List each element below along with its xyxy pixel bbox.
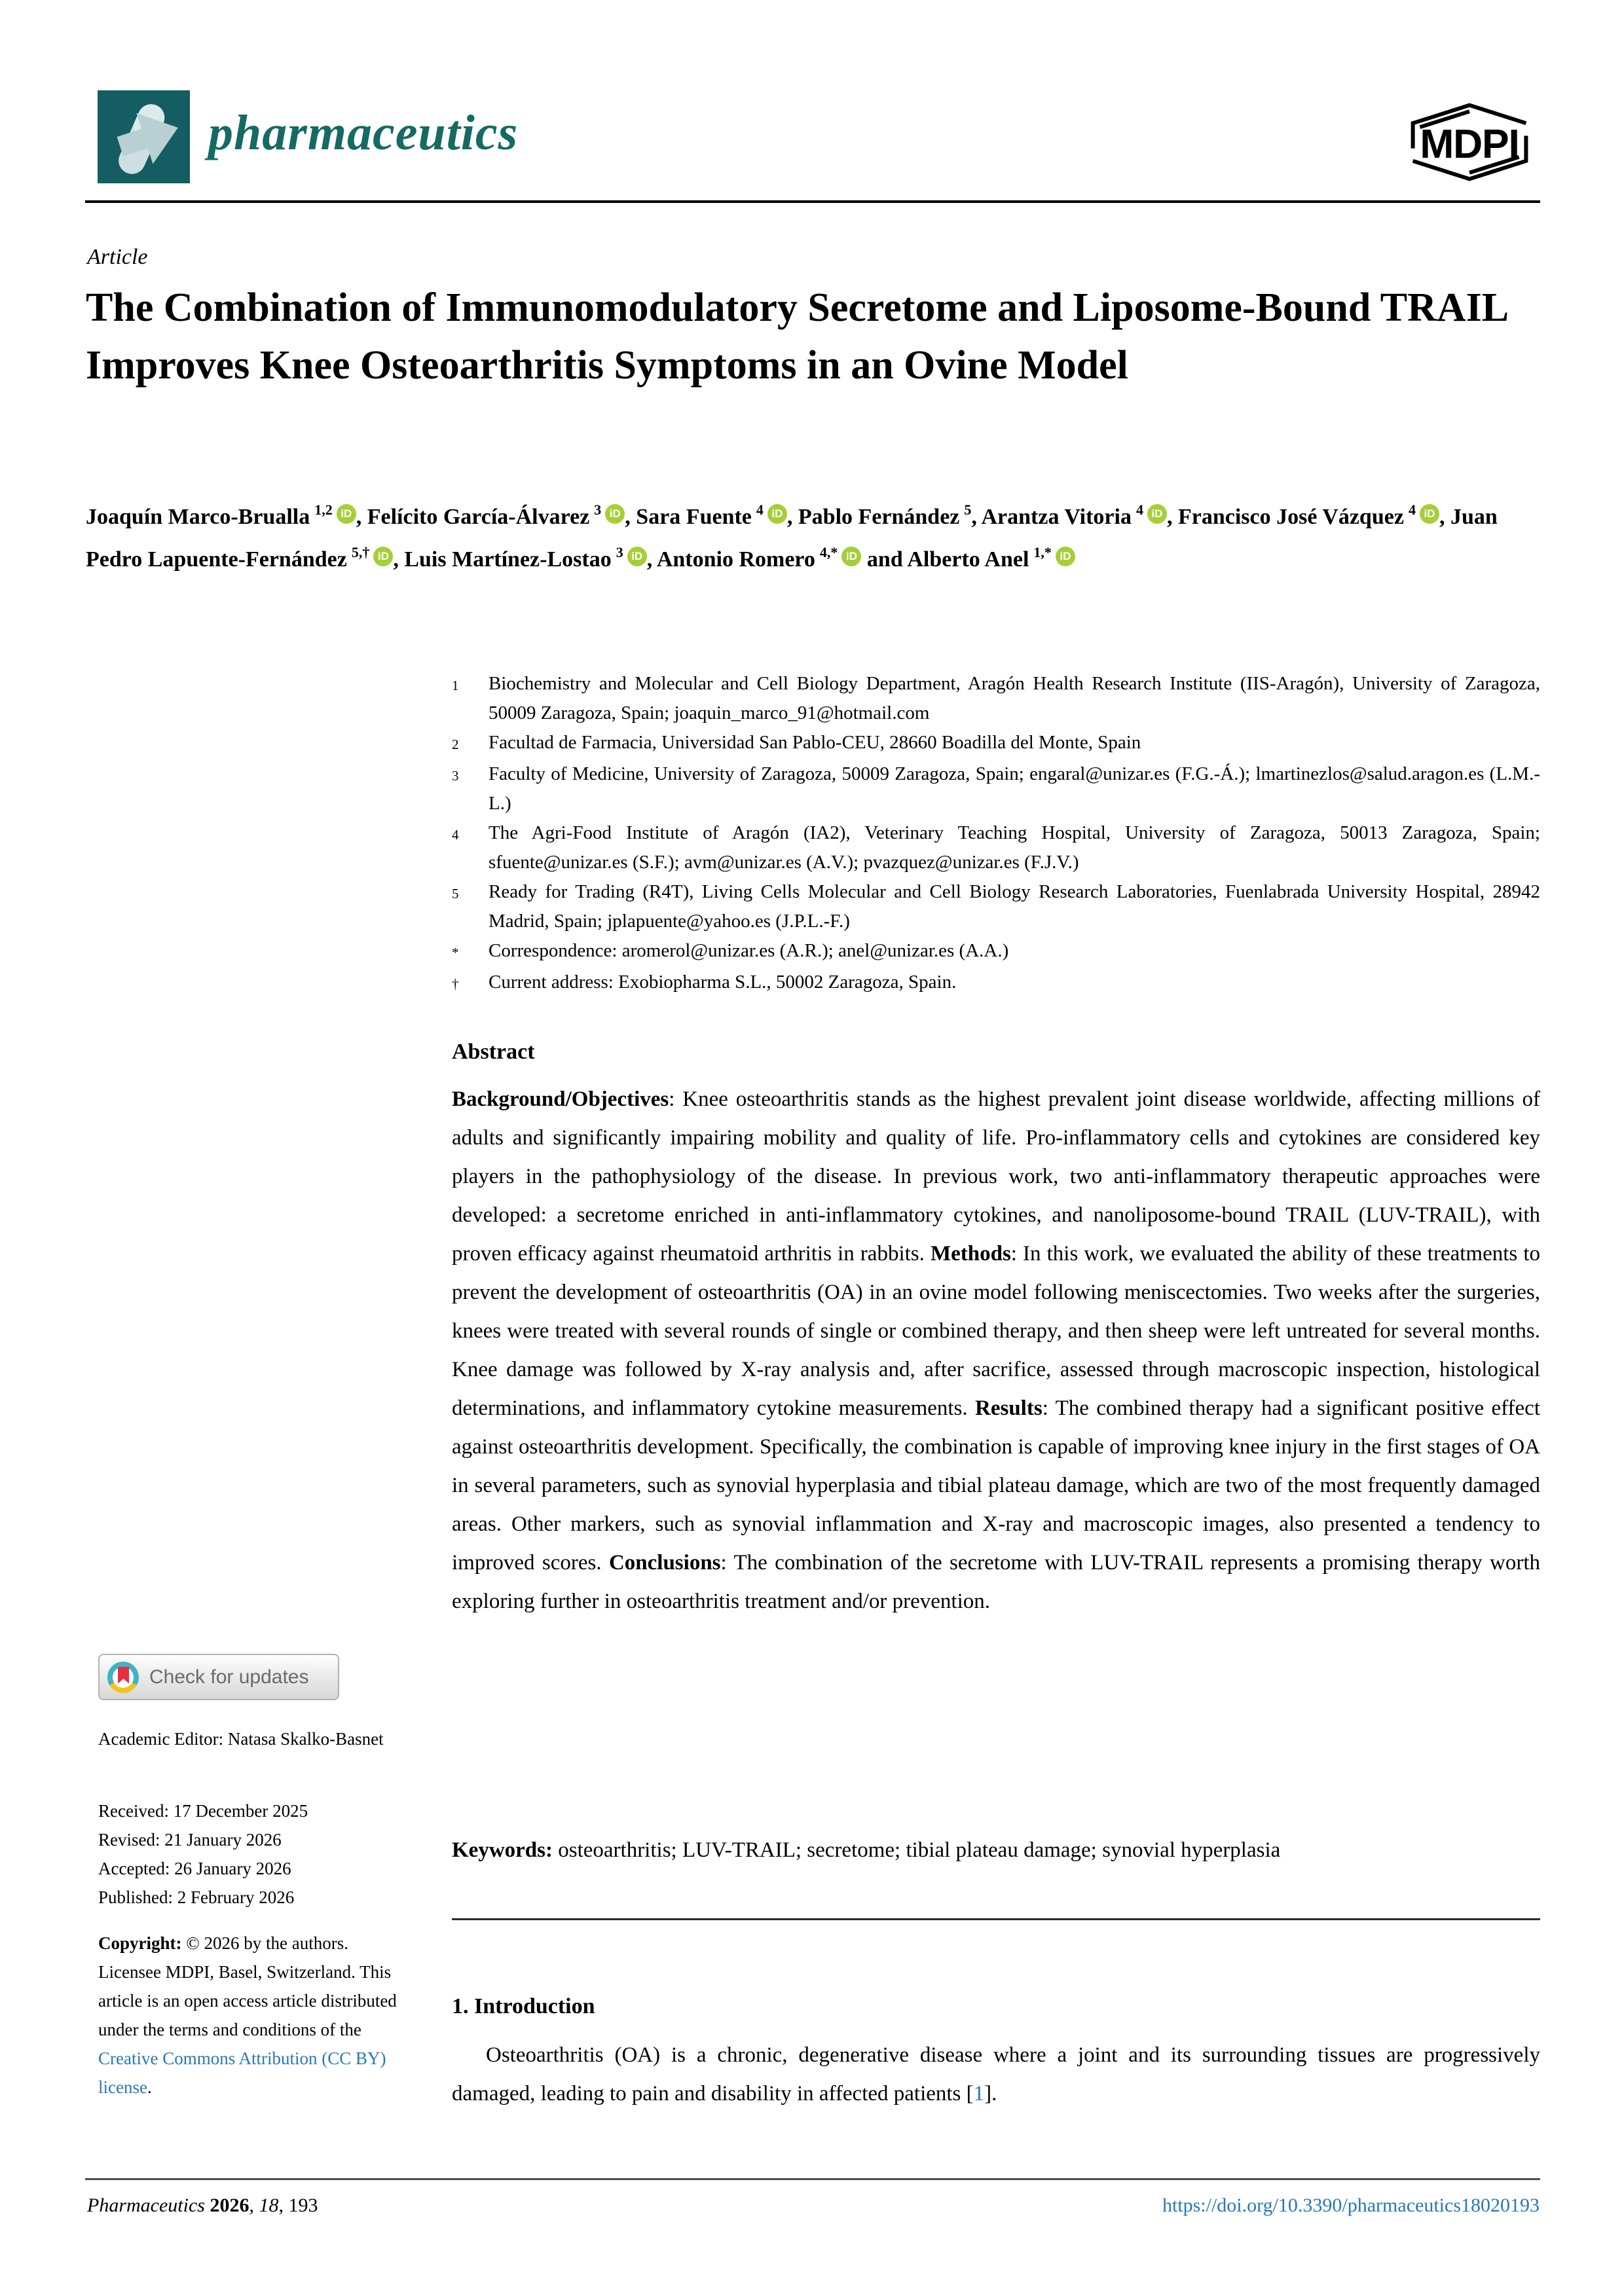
affiliation-marker: 3 <box>452 768 459 784</box>
author: Sara Fuente $^4$ iD , <box>636 501 798 529</box>
article-type-label: Article <box>87 245 148 269</box>
affiliation-marker: 5 <box>452 886 459 902</box>
orcid-icon[interactable]: iD <box>337 504 356 524</box>
mdpi-logo <box>1407 102 1532 182</box>
correspondence-item: * Correspondence: aromerol@unizar.es (A.R.); anel@unizar.es (A.A.) <box>452 936 1540 968</box>
affiliation-marker: 2 <box>452 737 459 752</box>
author: Francisco José Vázquez $^4$ iD , <box>1177 501 1450 529</box>
academic-editor: Academic Editor: Natasa Skalko-Basnet <box>98 1729 384 1749</box>
pill-arrow-icon <box>98 90 190 183</box>
header-divider <box>85 200 1540 203</box>
abstract-heading: Abstract <box>452 1040 535 1064</box>
accepted-date: Accepted: 26 January 2026 <box>98 1859 291 1878</box>
section-divider <box>452 1918 1540 1920</box>
affiliation-marker: 1 <box>452 678 459 693</box>
author: Juan Pedro Lapuente-Fernández $^{5,\dagger}$ iD , <box>86 505 1498 572</box>
author: Felícito García-Álvarez $^3$ iD , <box>367 501 637 529</box>
affiliation-item: 1 Biochemistry and Molecular and Cell Biology Department, Aragón Health Research Institute (IIS-Aragón), University of Zaragoza, 50009 Zaragoza, Spain; joaquin_marco_91@hotmail.com <box>452 669 1540 728</box>
check-for-updates-label: Check for updates <box>149 1666 309 1688</box>
published-date: Published: 2 February 2026 <box>98 1887 295 1907</box>
affiliation-marker: † <box>452 976 459 992</box>
article-history <box>98 1796 413 1912</box>
author: Antonio Romero $^{4,*}$ iD <box>657 547 867 572</box>
affiliation-list <box>452 669 1540 999</box>
section-heading-introduction: 1. Introduction <box>452 1994 595 2018</box>
footer-doi-link[interactable]: https://doi.org/10.3390/pharmaceutics18020193 <box>1162 2195 1540 2216</box>
copyright-notice: Copyright: © 2026 by the authors. Licensee MDPI, Basel, Switzerland. This article is an open access article distributed under the terms and conditions of the Creative Commons Attribution (CC BY) license. <box>98 1933 397 2097</box>
check-for-updates-button[interactable] <box>98 1654 339 1700</box>
orcid-icon[interactable]: iD <box>841 547 861 566</box>
abstract-text: Background/Objectives: Knee osteoarthritis stands as the highest prevalent joint disease worldwide, affecting millions of adults and significantly impairing mobility and quality of life. Pro-inflammatory cells and cytokines are considered key players in the pathophysiology of the disease. In previous work, two anti-inflammatory therapeutic approaches were developed: a secretome enriched in anti-inflammatory cytokines, and nanoliposome-bound TRAIL (LUV-TRAIL), with proven efficacy against rheumatoid arthritis in rabbits. Methods: In this work, we evaluated the ability of these treatments to prevent the development of osteoarthritis (OA) in an ovine model following meniscectomies. Two weeks after the surgeries, knees were treated with several rounds of single or combined therapy, and then sheep were left untreated for several months. Knee damage was followed by X-ray analysis and, after sacrifice, assessed through macroscopic inspection, histological determinations, and inflammatory cytokine measurements. Results: The combined therapy had a significant positive effect against osteoarthritis development. Specifically, the combination is capable of improving knee injury in the first stages of OA in several parameters, such as synovial hyperplasia and tibial plateau damage, which are two of the most frequently damaged areas. Other markers, such as synovial inflammation and X-ray and macroscopic images, also presented a tendency to improved scores. Conclusions: The combination of the secretome with LUV-TRAIL represents a promising therapy worth exploring further in osteoarthritis treatment and/or prevention. <box>452 1087 1540 1613</box>
author: Luis Martínez-Lostao $^3$ iD , <box>404 544 657 572</box>
keywords: Keywords: osteoarthritis; LUV-TRAIL; secretome; tibial plateau damage; synovial hyperplasia <box>452 1838 1281 1862</box>
orcid-icon[interactable]: iD <box>605 504 625 524</box>
affiliation-item: 4 The Agri-Food Institute of Aragón (IA2), Veterinary Teaching Hospital, University of Zaragoza, 50013 Zaragoza, Spain; sfuente@unizar.es (S.F.); avm@unizar.es (A.V.); pvazquez@unizar.es (F.J.V.) <box>452 818 1540 877</box>
affiliation-item: 2 Facultad de Farmacia, Universidad San Pablo-CEU, 28660 Boadilla del Monte, Spain <box>452 728 1540 759</box>
affiliation-item: 5 Ready for Trading (R4T), Living Cells Molecular and Cell Biology Research Laboratories, Fuenlabrada University Hospital, 28942 Madrid, Spain; jplapuente@yahoo.es (J.P.L.-F.) <box>452 877 1540 936</box>
orcid-icon[interactable]: iD <box>627 547 647 566</box>
revised-date: Revised: 21 January 2026 <box>98 1830 282 1850</box>
orcid-icon[interactable]: iD <box>1147 504 1167 524</box>
author: Joaquín Marco-Brualla $^{1,2}$ iD , <box>86 501 367 529</box>
orcid-icon[interactable]: iD <box>767 504 787 524</box>
footer-journal-info: Pharmaceutics 2026, 18, 193 <box>87 2195 318 2216</box>
affiliation-marker: * <box>452 945 459 960</box>
authors-line <box>86 492 1533 577</box>
keywords-label: Keywords: <box>452 1838 553 1862</box>
orcid-icon[interactable]: iD <box>373 547 393 566</box>
cc-license-link[interactable]: Creative Commons Attribution (CC BY) license <box>98 2049 386 2097</box>
author: and Alberto Anel $^{1,*}$ iD <box>867 547 1075 572</box>
author: Arantza Vitoria $^4$ iD , <box>981 501 1178 529</box>
affiliation-item: 3 Faculty of Medicine, University of Zaragoza, 50009 Zaragoza, Spain; engaral@unizar.es (F.G.-Á.); lmartinezlos@salud.aragon.es (L.M.-L.) <box>452 759 1540 818</box>
page-title: The Combination of Immunomodulatory Secretome and Liposome-Bound TRAIL Improves Knee Osteoarthritis Symptoms in an Ovine Model <box>86 285 1507 388</box>
orcid-icon[interactable]: iD <box>1420 504 1439 524</box>
pharmaceutics-logo <box>98 90 190 183</box>
author: Pablo Fernández $^5$, <box>798 501 982 529</box>
footer-divider <box>85 2178 1540 2180</box>
current-address-item: † Current address: Exobiopharma S.L., 50002 Zaragoza, Spain. <box>452 968 1540 999</box>
received-date: Received: 17 December 2025 <box>98 1801 308 1821</box>
affiliation-marker: 4 <box>452 827 459 843</box>
orcid-icon[interactable]: iD <box>1056 547 1075 566</box>
citation-link[interactable]: 1 <box>973 2082 985 2105</box>
journal-name: pharmaceutics <box>208 105 519 160</box>
mdpi-logo-text: MDPI <box>1420 122 1519 167</box>
intro-paragraph: Osteoarthritis (OA) is a chronic, degenerative disease where a joint and its surrounding tissues are progressively damaged, leading to pain and disability in affected patients [1]. <box>452 2043 1540 2105</box>
crossmark-icon <box>107 1662 139 1693</box>
